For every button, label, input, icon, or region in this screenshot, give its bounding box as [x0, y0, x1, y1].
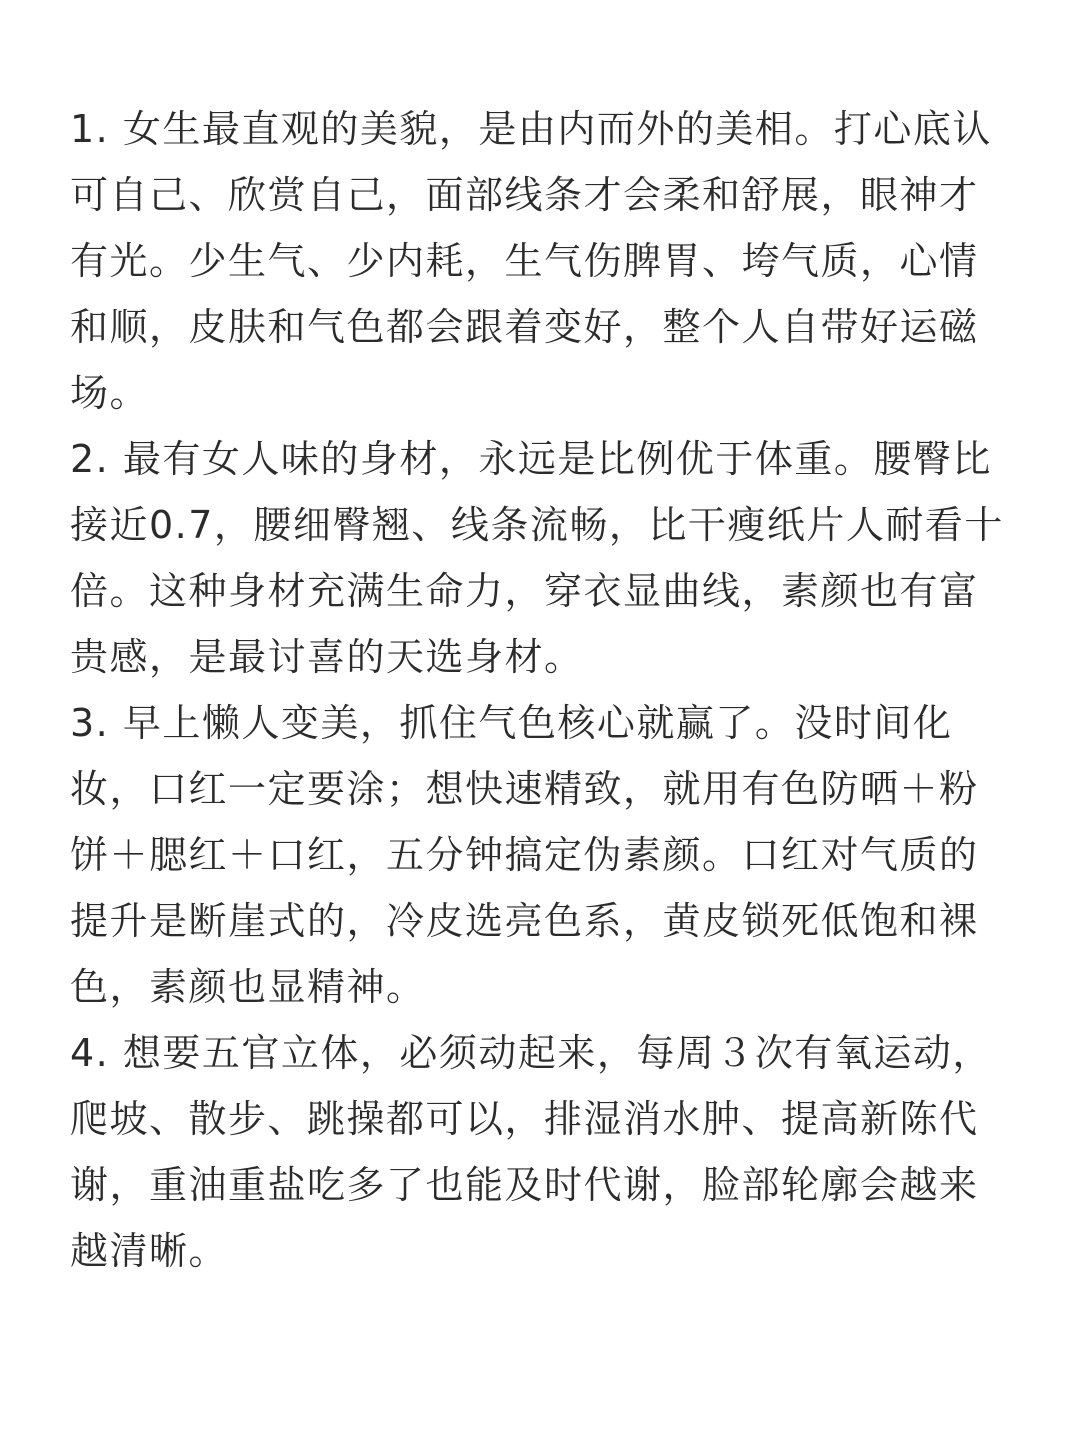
paragraph-3: 3. 早上懒人变美，抓住气色核心就赢了。没时间化妆，口红一定要涂；想快速精致，就用有色防晒＋粉饼＋腮红＋口红，五分钟搞定伪素颜。口红对气质的提升是断崖式的，冷皮选亮色系，黄皮锁死低饱和裸色，素颜也显精神。: [70, 701, 979, 1009]
paragraph-4: 4. 想要五官立体，必须动起来，每周３次有氧运动，爬坡、散步、跳操都可以，排湿消水肿、提高新陈代谢，重油重盐吃多了也能及时代谢，脸部轮廓会越来越清晰。: [70, 1031, 992, 1273]
article-body: [70, 96, 1015, 1284]
paragraph-1: 1. 女生最直观的美貌，是由内而外的美相。打心底认可自己、欣赏自己，面部线条才会柔和舒展，眼神才有光。少生气、少内耗，生气伤脾胃、垮气质，心情和顺，皮肤和气色都会跟着变好，整个人自带好运磁场。: [70, 107, 992, 415]
paragraph-2: 2. 最有女人味的身材，永远是比例优于体重。腰臀比接近0.7，腰细臀翘、线条流畅，比干瘦纸片人耐看十倍。这种身材充满生命力，穿衣显曲线，素颜也有富贵感，是最讨喜的天选身材。: [70, 437, 1004, 679]
